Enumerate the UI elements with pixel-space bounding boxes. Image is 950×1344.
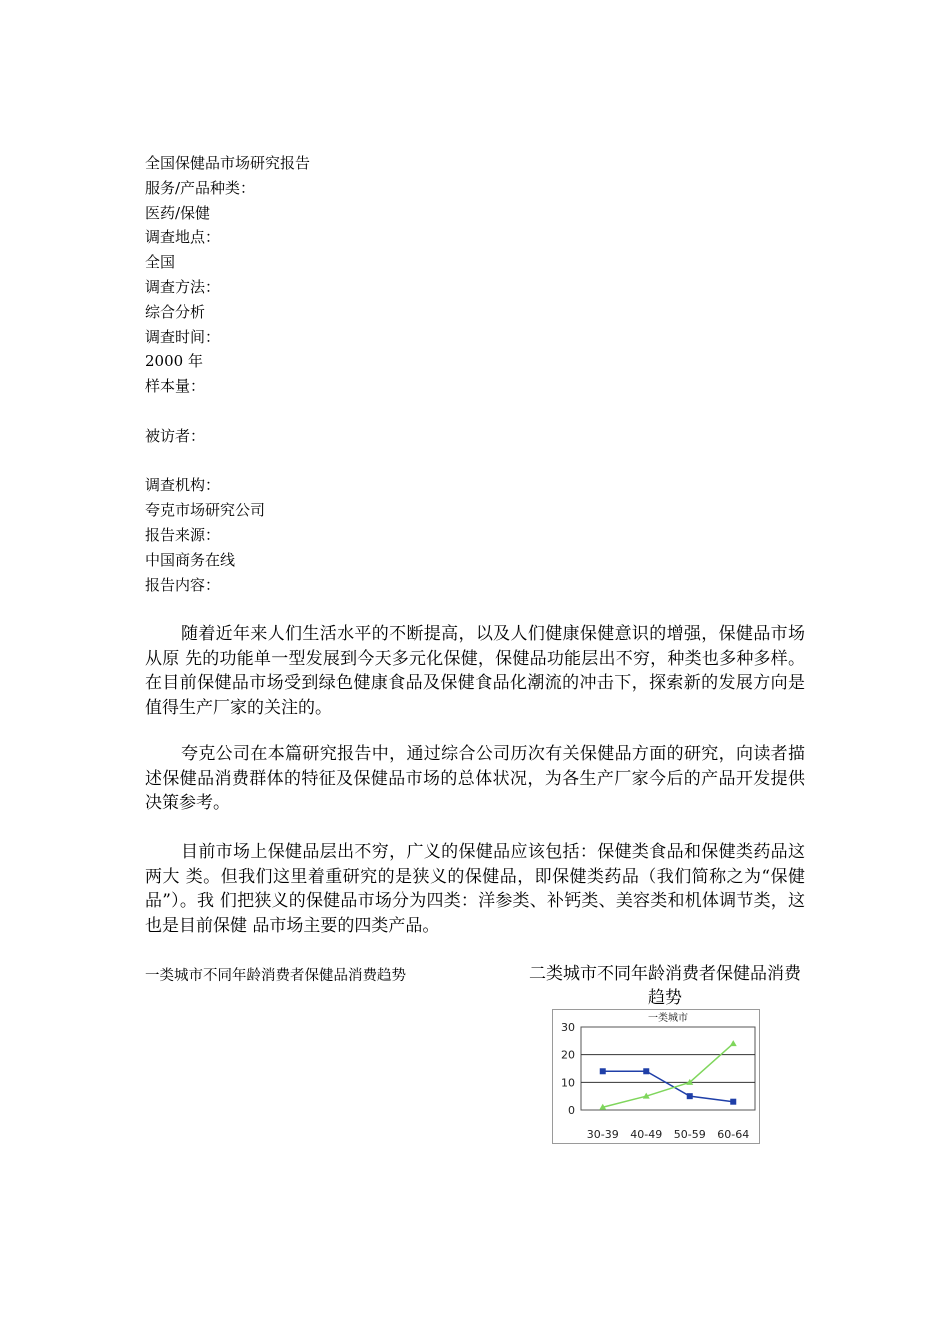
data-point: [643, 1068, 649, 1074]
respondent-label: 被访者：: [145, 426, 206, 445]
org-value: 夸克市场研究公司: [145, 501, 266, 520]
source-value: 中国商务在线: [145, 550, 236, 569]
chart-caption-right: 二类城市不同年龄消费者保健品消费趋势: [529, 964, 801, 1008]
method-label: 调查方法：: [145, 277, 221, 296]
chart-title: 一类城市: [648, 1013, 688, 1024]
org-label: 调查机构：: [145, 476, 221, 495]
paragraph-intro: 随着近年来人们生活水平的不断提高，以及人们健康保健意识的增强，保健品市场从原 先的功能单一型发展到今天多元化保健，保健品功能层出不穷，种类也多种多样。在目前保健品市场受到绿色健康食品及保健食品化潮流的冲击下，探索新的发展方向是值得生产厂家的关注的。: [145, 624, 805, 718]
blank-line: [145, 449, 545, 474]
x-tick-label: 50-59: [673, 1128, 706, 1141]
location-label: 调查地点：: [145, 228, 221, 247]
source-label: 报告来源：: [145, 525, 221, 544]
blank-line: [145, 399, 545, 424]
time-value: 2000 年: [145, 352, 203, 371]
report-metadata: [145, 151, 545, 597]
chart-svg: [553, 1010, 759, 1143]
y-tick-label: 0: [568, 1104, 575, 1117]
x-tick-label: 60-64: [717, 1128, 750, 1141]
data-point: [600, 1068, 606, 1074]
time-label: 调查时间：: [145, 327, 221, 346]
y-tick-label: 20: [561, 1048, 575, 1062]
service-label: 服务/产品种类：: [145, 178, 256, 197]
chart-caption-left: 一类城市不同年龄消费者保健品消费趋势: [145, 968, 406, 984]
line-chart: [552, 1009, 760, 1144]
y-tick-label: 10: [561, 1076, 575, 1090]
content-label: 报告内容：: [145, 575, 221, 594]
x-tick-label: 40-49: [630, 1128, 663, 1141]
plot-area: [581, 1027, 755, 1110]
data-point: [687, 1093, 693, 1099]
paragraph-categories: 目前市场上保健品层出不穷，广义的保健品应该包括：保健类食品和保健类药品这两大 类。但我们这里着重研究的是狭义的保健品，即保健类药品（我们简称之为“保健品”）。我 们把狭义的保健品市场分为四类：洋参类、补钙类、美容类和机体调节类，这也是目前保健 品市场主要的四类产品。: [145, 842, 805, 936]
service-value: 医药/保健: [145, 203, 211, 222]
y-tick-label: 30: [561, 1021, 575, 1034]
sample-label: 样本量：: [145, 377, 206, 396]
data-point: [730, 1099, 736, 1105]
location-value: 全国: [145, 253, 176, 272]
report-title: 全国保健品市场研究报告: [145, 154, 311, 172]
paragraph-purpose: 夸克公司在本篇研究报告中，通过综合公司历次有关保健品方面的研究，向读者描述保健品消费群体的特征及保健品市场的总体状况，为各生产厂家今后的产品开发提供决策参考。: [145, 744, 805, 813]
method-value: 综合分析: [145, 302, 206, 321]
x-tick-label: 30-39: [586, 1128, 619, 1141]
